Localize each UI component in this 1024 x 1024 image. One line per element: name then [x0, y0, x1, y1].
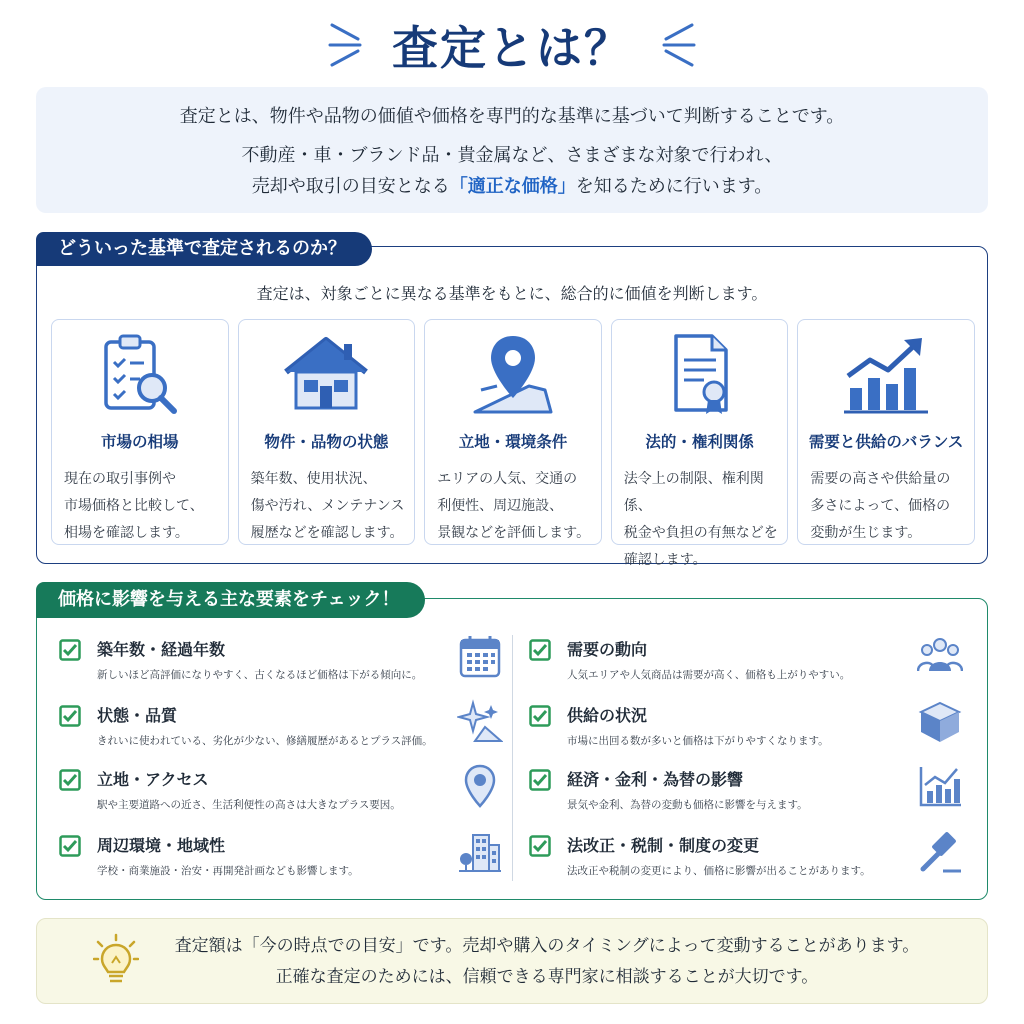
factor-title: 立地・アクセス: [97, 770, 209, 789]
checkbox-checked-icon: [529, 639, 551, 661]
checkbox-checked-icon: [59, 639, 81, 661]
card-desc: 現在の取引事例や 市場価格と比較して、 相場を確認します。: [64, 471, 204, 541]
factor-title: 状態・品質: [97, 706, 178, 725]
factor-item: [529, 767, 969, 827]
criteria-card-location: [424, 319, 602, 545]
factor-title: 供給の状況: [567, 706, 648, 725]
factor-desc: きれいに使われている、劣化が少ない、修繕履歴があるとプラス評価。: [97, 735, 433, 747]
map-pin-icon: [467, 332, 559, 416]
card-title: 物件・品物の状態: [264, 433, 389, 451]
criteria-heading: どういった基準で査定されるのか？: [36, 232, 372, 266]
factor-item: [529, 833, 969, 893]
bar-chart-up-icon: [840, 332, 932, 416]
factor-desc: 学校・商業施設・治安・再開発計画なども影響します。: [97, 865, 359, 877]
criteria-card-supply-demand: [797, 319, 975, 545]
factors-heading: 価格に影響を与える主な要素をチェック！: [36, 582, 425, 618]
people-icon: [917, 633, 963, 679]
sparkle-icon: [457, 699, 503, 745]
criteria-card-legal: [611, 319, 789, 568]
checkbox-checked-icon: [59, 705, 81, 727]
card-desc: 法令上の制限、権利関係、 税金や負担の有無などを 確認します。: [623, 471, 778, 568]
criteria-section: [36, 238, 988, 568]
certificate-icon: [654, 332, 746, 416]
factor-title: 築年数・経過年数: [97, 640, 226, 659]
criteria-card-condition: [238, 319, 416, 545]
card-desc: 需要の高さや供給量の 多さによって、価格の 変動が生じます。: [810, 471, 951, 541]
factor-item: [529, 637, 969, 697]
note-text: [37, 931, 987, 993]
note-line-2: 正確な査定のためには、信頼できる専門家に相談することが大切です。: [275, 967, 819, 987]
factor-desc: 市場に出回る数が多いと価格は下がりやすくなります。: [567, 735, 829, 747]
box-icon: [917, 699, 963, 745]
title-area: [0, 10, 1024, 80]
factor-item: [59, 637, 499, 697]
criteria-card-market: [51, 319, 229, 545]
factor-title: 法改正・税制・制度の変更: [567, 836, 760, 855]
factor-title: 需要の動向: [567, 640, 648, 659]
chart-icon: [917, 763, 963, 809]
column-divider: [512, 635, 513, 881]
intro-line-2: 不動産・車・ブランド品・貴金属など、さまざまな対象で行われ、: [241, 145, 783, 166]
note-box: [36, 918, 988, 1004]
card-title: 法的・権利関係: [645, 433, 754, 451]
intro-line-3: [36, 171, 988, 202]
page-title: 査定とは？: [392, 21, 632, 75]
factors-section: [36, 589, 988, 900]
checkbox-checked-icon: [59, 835, 81, 857]
criteria-lead: 査定は、対象ごとに異なる基準をもとに、総合的に価値を判断します。: [256, 284, 768, 303]
factor-title: 周辺環境・地域性: [97, 836, 226, 855]
intro-box: [36, 87, 988, 213]
right-sparkle-icon: [660, 17, 696, 73]
card-title: 立地・環境条件: [458, 433, 568, 451]
house-icon: [280, 332, 372, 416]
intro-line-3-post: を知るために行います。: [575, 176, 773, 197]
checkbox-checked-icon: [529, 705, 551, 727]
factor-desc: 景気や金利、為替の変動も価格に影響を与えます。: [567, 799, 808, 811]
checkbox-checked-icon: [529, 769, 551, 791]
note-line-1: 査定額は「今の時点での目安」です。売却や購入のタイミングによって変動することがあります。: [174, 936, 920, 956]
gavel-icon: [917, 829, 963, 875]
intro-line-3-pre: 売却や取引の目安となる: [251, 176, 450, 197]
factor-desc: 新しいほど高評価になりやすく、古くなるほど価格は下がる傾向に。: [97, 669, 423, 681]
criteria-cards: [51, 319, 975, 568]
card-desc: 築年数、使用状況、 傷や汚れ、メンテナンス 履歴などを確認します。: [250, 471, 405, 541]
card-desc: エリアの人気、交通の 利便性、周辺施設、 景観などを評価します。: [437, 471, 591, 541]
factor-desc: 法改正や税制の変更により、価格に影響が出ることがあります。: [567, 865, 871, 877]
left-sparkle-icon: [328, 17, 364, 73]
intro-line-1: 査定とは、物件や品物の価値や価格を専門的な基準に基づいて判断することです。: [179, 106, 845, 127]
calendar-icon: [457, 633, 503, 679]
checkbox-checked-icon: [59, 769, 81, 791]
clipboard-search-icon: [94, 332, 186, 416]
factor-title: 経済・金利・為替の影響: [567, 770, 744, 789]
checkbox-checked-icon: [529, 835, 551, 857]
factor-item: [59, 767, 499, 827]
intro-highlight: 「適正な価格」: [449, 176, 576, 197]
factor-item: [529, 703, 969, 763]
factor-item: [59, 703, 499, 763]
factor-desc: 駅や主要道路への近さ、生活利便性の高さは大きなプラス要因。: [97, 799, 401, 811]
buildings-icon: [457, 829, 503, 875]
factor-item: [59, 833, 499, 893]
location-pin-icon: [457, 763, 503, 809]
card-title: 市場の相場: [101, 433, 179, 451]
card-title: 需要と供給のバランス: [808, 433, 964, 451]
factor-desc: 人気エリアや人気商品は需要が高く、価格も上がりやすい。: [567, 669, 851, 681]
